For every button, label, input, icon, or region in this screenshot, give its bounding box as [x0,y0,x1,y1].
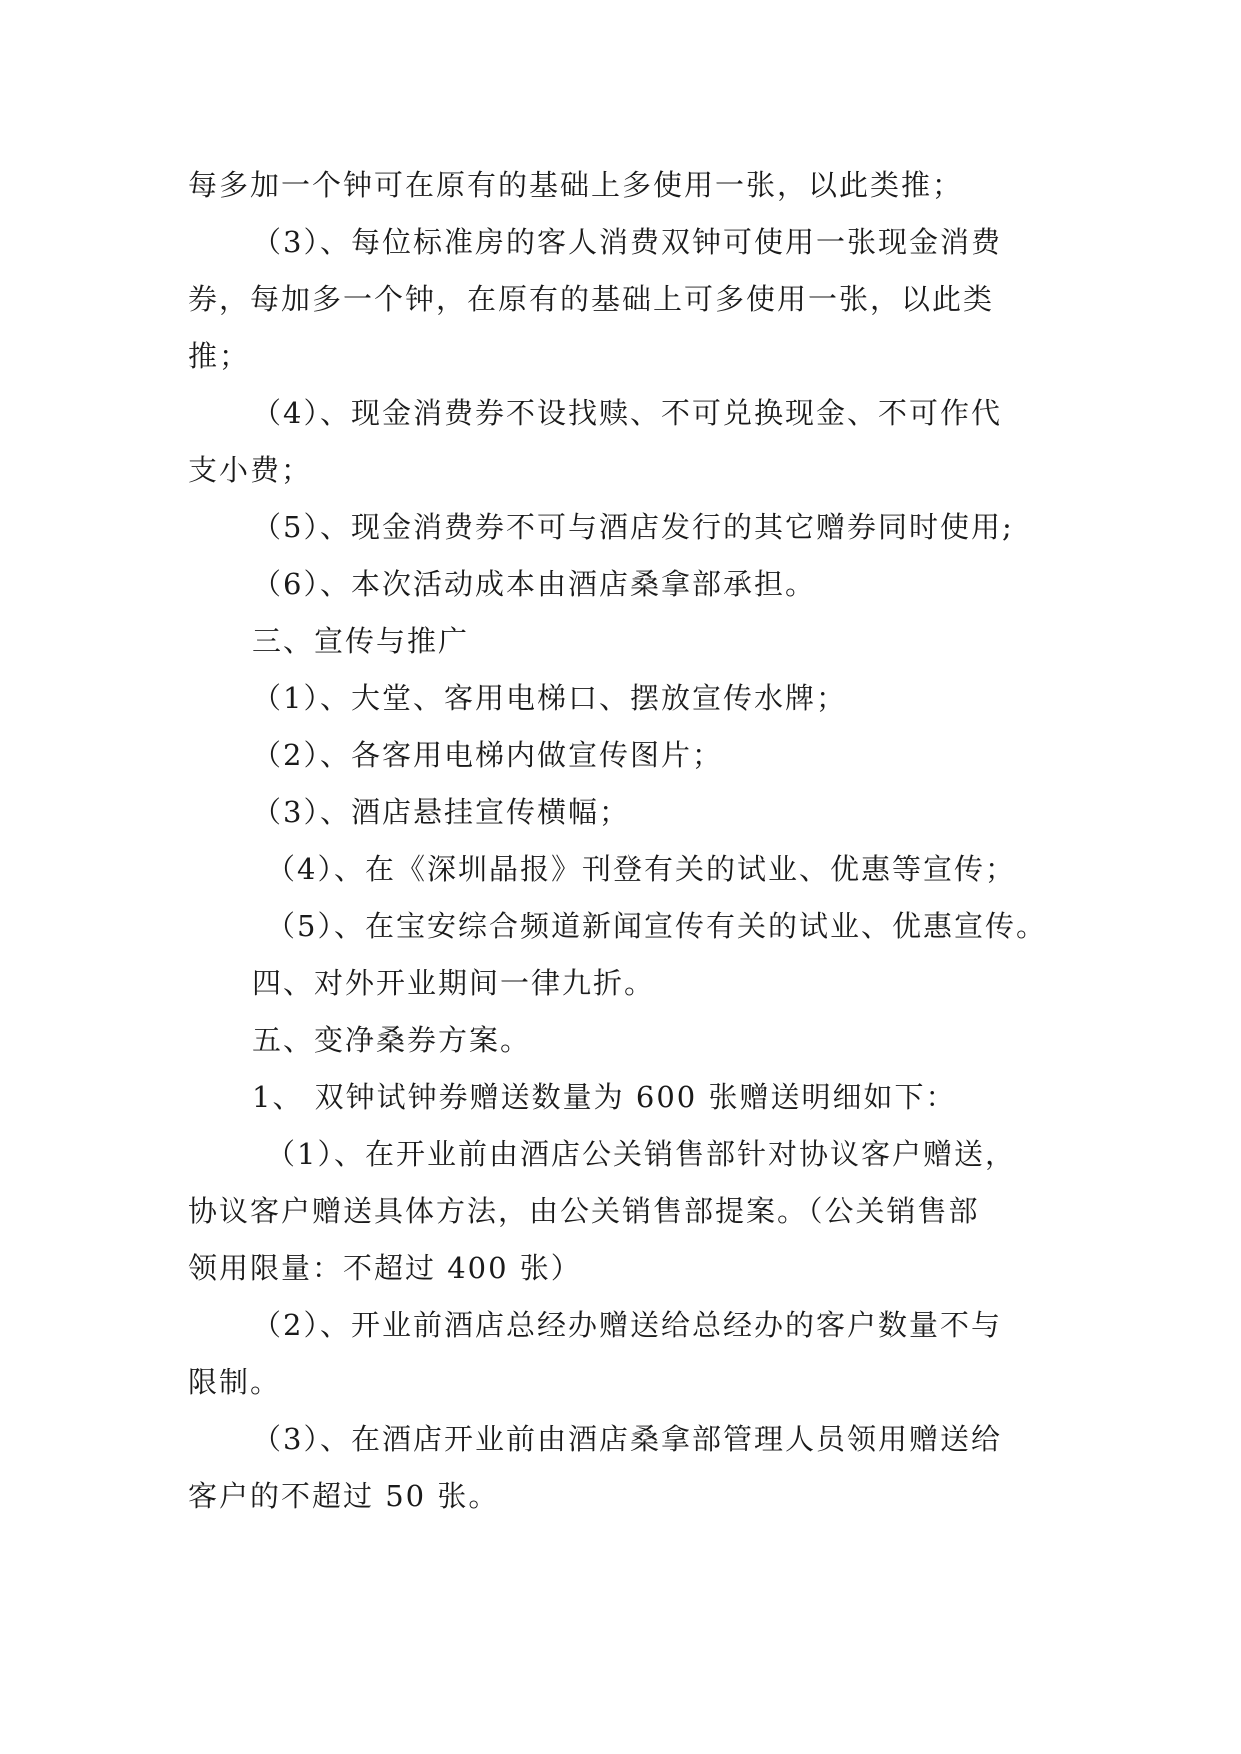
text-line: （3）、在酒店开业前由酒店桑拿部管理人员领用赠送给 [252,1422,1002,1456]
text-line: 推； [188,339,251,373]
text-line: （2）、各客用电梯内做宣传图片； [252,738,723,772]
text-line: （4）、在《深圳晶报》刊登有关的试业、优惠等宣传； [266,852,1016,886]
text-line: （5）、在宝安综合频道新闻宣传有关的试业、优惠宣传。 [266,909,1047,943]
text-line: （3）、每位标准房的客人消费双钟可使用一张现金消费 [252,225,1002,259]
section-heading: 五、变净桑券方案。 [252,1023,532,1057]
text-line: 券，每加多一个钟，在原有的基础上可多使用一张，以此类 [188,282,995,316]
section-heading: 四、对外开业期间一律九折。 [252,966,656,1000]
text-line: 领用限量：不超过 400 张） [188,1251,582,1285]
text-line: （1）、大堂、客用电梯口、摆放宣传水牌； [252,681,847,715]
text-line: 客户的不超过 50 张。 [188,1479,500,1513]
text-line: 限制。 [188,1365,282,1399]
text-line: 1、 双钟试钟券赠送数量为 600 张赠送明细如下： [252,1080,957,1114]
text-line: （6）、本次活动成本由酒店桑拿部承担。 [252,567,816,601]
text-line: （3）、酒店悬挂宣传横幅； [252,795,630,829]
text-line: 协议客户赠送具体方法，由公关销售部提案。（公关销售部 [188,1194,980,1228]
text-line: （2）、开业前酒店总经办赠送给总经办的客户数量不与 [252,1308,1002,1342]
section-heading: 三、宣传与推广 [252,624,470,658]
text-line: （4）、现金消费券不设找赎、不可兑换现金、不可作代 [252,396,1002,430]
text-line: （1）、在开业前由酒店公关销售部针对协议客户赠送， [266,1137,1016,1171]
text-line: （5）、现金消费券不可与酒店发行的其它赠券同时使用; [252,510,1014,544]
text-line: 支小费； [188,453,313,487]
text-line: 每多加一个钟可在原有的基础上多使用一张，以此类推； [188,168,964,202]
